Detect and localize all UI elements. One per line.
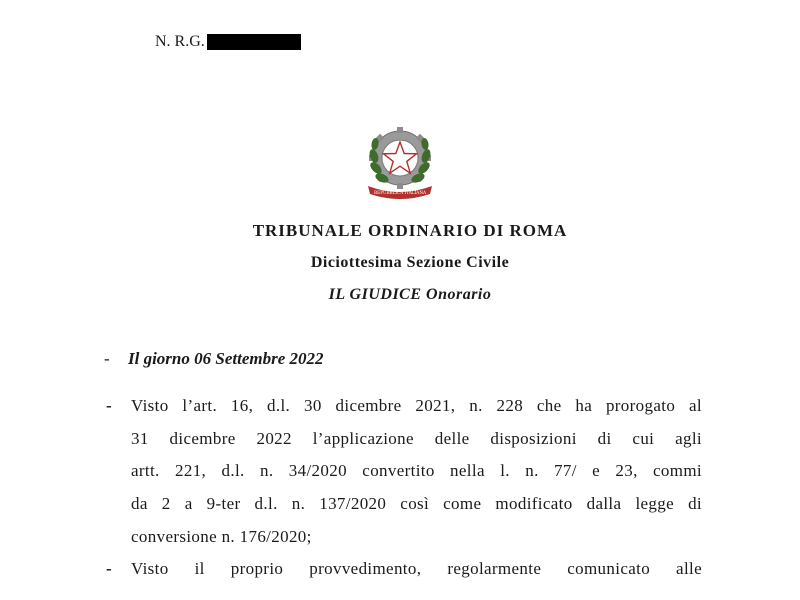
hearing-date-line (104, 349, 324, 369)
paragraph-bullet: - (106, 396, 112, 415)
court-title: TRIBUNALE ORDINARIO DI ROMA (252, 221, 568, 240)
paragraph-line: Visto il proprio provvedimento, regolarmente comunicato alle (131, 559, 702, 578)
paragraph-line: Visto l’art. 16, d.l. 30 dicembre 2021, n. 228 che ha prorogato al (131, 396, 702, 415)
emblem-italian-republic (360, 120, 440, 202)
emblem-ribbon-text: REPUBBLICA ITALIANA (373, 190, 427, 195)
court-section: Diciottesima Sezione Civile (310, 254, 510, 271)
paragraph-line: conversione n. 176/2020; (131, 526, 312, 546)
judge-title: IL GIUDICE Onorario (328, 286, 492, 303)
case-number-line (155, 33, 301, 51)
case-number-redaction (207, 34, 301, 50)
paragraph-visto-provvedimento (131, 553, 702, 586)
paragraph-visto-art-16 (131, 390, 702, 554)
date-dash: - (104, 349, 110, 368)
paragraph-line: 31 dicembre 2022 l’applicazione delle disposizioni di cui agli (131, 428, 702, 448)
hearing-date: Il giorno 06 Settembre 2022 (128, 349, 324, 368)
paragraph-bullet: - (106, 559, 112, 578)
paragraph-line: da 2 a 9-ter d.l. n. 137/2020 così come modificato dalla legge di (131, 494, 702, 514)
case-number-label: N. R.G. (155, 33, 205, 50)
paragraph-line: artt. 221, d.l. n. 34/2020 convertito nella l. n. 77/ e 23, commi (131, 461, 702, 481)
